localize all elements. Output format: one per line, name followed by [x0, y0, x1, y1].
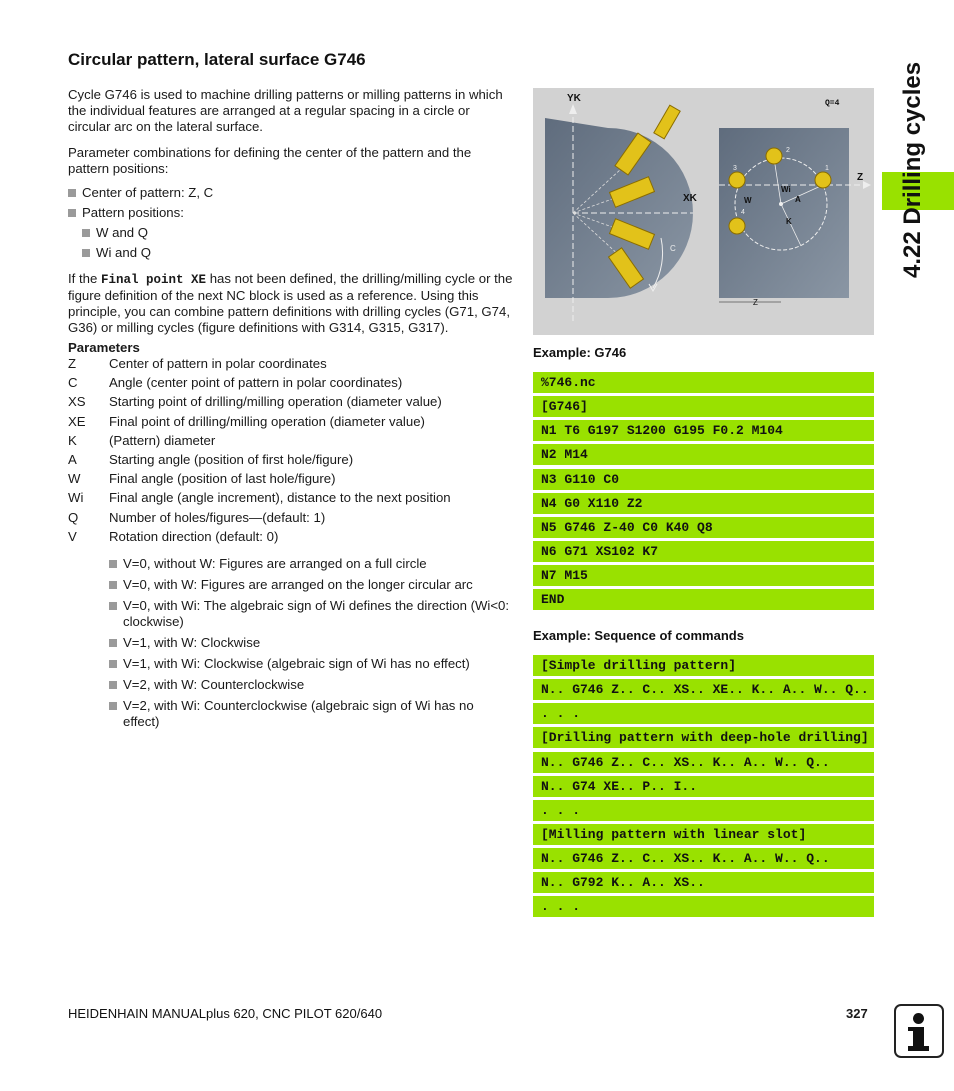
- bullet-square-icon: [109, 660, 117, 668]
- final-point-code: Final point XE: [101, 273, 207, 287]
- parameter-key: K: [68, 432, 77, 448]
- code-line: N.. G746 Z.. C.. XS.. K.. A.. W.. Q..: [533, 848, 874, 869]
- bullet-square-icon: [68, 189, 76, 197]
- label-q: Q=4: [825, 99, 840, 108]
- bullet-center: Center of pattern: Z, C: [68, 185, 513, 201]
- parameter-description: Rotation direction (default: 0): [109, 528, 279, 544]
- code-line: . . .: [533, 800, 874, 821]
- rotation-option-item: V=2, with Wi: Counterclockwise (algebraic sign of Wi has no effect): [109, 698, 513, 730]
- code-line: [G746]: [533, 396, 874, 417]
- rotation-option-item: V=0, with Wi: The algebraic sign of Wi defines the direction (Wi<0: clockwise): [109, 598, 513, 630]
- label-c: C: [670, 244, 676, 253]
- rotation-option-item: V=1, with W: Clockwise: [109, 635, 513, 651]
- parameters-heading: Parameters: [68, 340, 140, 355]
- bullet-square-icon: [82, 249, 90, 257]
- tool-icon: [654, 105, 680, 139]
- rotation-options-list: [109, 556, 513, 730]
- parameter-description: Starting point of drilling/milling operation (diameter value): [109, 394, 442, 410]
- label-yk: YK: [567, 93, 581, 104]
- hole-4: [729, 218, 745, 234]
- rotation-option-item: V=0, without W: Figures are arranged on a full circle: [109, 556, 513, 572]
- bullet-square-icon: [109, 681, 117, 689]
- hole-1: [815, 172, 831, 188]
- code-line: N.. G792 K.. A.. XS..: [533, 872, 874, 893]
- parameter-key: C: [68, 375, 78, 391]
- bullet-square-icon: [109, 581, 117, 589]
- parameter-key: V: [68, 528, 77, 544]
- parameter-key: Wi: [68, 490, 84, 506]
- label-wi: Wi: [781, 185, 791, 194]
- parameter-row: [68, 433, 513, 452]
- parameter-description: Center of pattern in polar coordinates: [109, 356, 327, 371]
- page-number: 327: [846, 1006, 868, 1021]
- intro-paragraph: Cycle G746 is used to machine drilling patterns or milling patterns in which the individual features are arranged at a regular spacing in a circle or circular arc on the lateral surface.: [68, 87, 503, 134]
- parameter-list: [68, 356, 513, 548]
- bullet-square-icon: [109, 639, 117, 647]
- example-code-g746: [533, 372, 874, 613]
- parameter-row: [68, 414, 513, 433]
- bullet-w-and-q: W and Q: [82, 225, 513, 241]
- code-line: [Simple drilling pattern]: [533, 655, 874, 676]
- lateral-surface-view: [719, 128, 849, 298]
- parameter-key: W: [68, 471, 81, 487]
- parameter-description: Number of holes/figures—(default: 1): [109, 509, 326, 525]
- label-a: A: [795, 195, 801, 204]
- parameter-description: Angle (center point of pattern in polar coordinates): [109, 375, 403, 391]
- svg-text:2: 2: [786, 147, 790, 154]
- parameter-description: Final point of drilling/milling operation (diameter value): [109, 413, 425, 429]
- parameter-description: Starting angle (position of first hole/figure): [109, 451, 354, 467]
- parameter-row: [68, 452, 513, 471]
- side-tab-label: 4.22 Drilling cycles: [899, 61, 926, 278]
- code-line: N.. G74 XE.. P.. I..: [533, 776, 874, 797]
- pattern-illustration: [533, 88, 874, 335]
- rotation-option-item: V=2, with W: Counterclockwise: [109, 677, 513, 693]
- code-line: N.. G746 Z.. C.. XS.. K.. A.. W.. Q..: [533, 752, 874, 773]
- code-line: [Drilling pattern with deep-hole drilling]: [533, 727, 874, 748]
- rotation-option-item: V=0, with W: Figures are arranged on the longer circular arc: [109, 577, 513, 593]
- label-xk: XK: [683, 193, 697, 204]
- final-point-paragraph: If the Final point XE has not been defined, the drilling/milling cycle or the figure definition of the next NC block is used as a reference. Using this principle, you can combine pattern definitions with drilling cycles (G71, G74, G36) or milling cycles (figure definitions with G314, G315, G317).: [68, 271, 513, 335]
- rotation-option-item: V=1, with Wi: Clockwise (algebraic sign of Wi has no effect): [109, 656, 513, 672]
- hole-2: [766, 148, 782, 164]
- label-z-dimension: Z: [753, 298, 758, 307]
- bullet-square-icon: [82, 229, 90, 237]
- sequence-caption: Example: Sequence of commands: [533, 628, 744, 643]
- arrow-right-icon: [863, 181, 871, 189]
- parameter-row: [68, 529, 513, 548]
- parameter-row: [68, 394, 513, 413]
- svg-text:3: 3: [733, 165, 737, 172]
- parameter-row: [68, 471, 513, 490]
- parameter-row: [68, 510, 513, 529]
- example-caption: Example: G746: [533, 345, 627, 360]
- label-k: K: [786, 217, 792, 226]
- parameter-row: [68, 375, 513, 394]
- code-line: N2 M14: [533, 444, 874, 465]
- bullet-positions: Pattern positions:: [68, 205, 513, 221]
- svg-text:4: 4: [741, 209, 745, 216]
- parameter-row: [68, 356, 513, 375]
- bullet-square-icon: [109, 560, 117, 568]
- hole-3: [729, 172, 745, 188]
- code-line: N4 G0 X110 Z2: [533, 493, 874, 514]
- bullet-square-icon: [68, 209, 76, 217]
- bullet-square-icon: [109, 702, 117, 710]
- pattern-center: [779, 202, 783, 206]
- main-text: [68, 87, 513, 735]
- svg-text:1: 1: [825, 165, 829, 172]
- code-line: END: [533, 589, 874, 610]
- code-line: N6 G71 XS102 K7: [533, 541, 874, 562]
- code-line: N5 G746 Z-40 C0 K40 Q8: [533, 517, 874, 538]
- code-line: [Milling pattern with linear slot]: [533, 824, 874, 845]
- code-line: N.. G746 Z.. C.. XS.. XE.. K.. A.. W.. Q..: [533, 679, 874, 700]
- info-icon: [894, 1004, 944, 1058]
- combinations-paragraph: Parameter combinations for defining the center of the pattern and the pattern positions:: [68, 145, 472, 176]
- bullet-wi-and-q: Wi and Q: [82, 245, 513, 261]
- parameter-key: XS: [68, 394, 86, 410]
- parameter-description: (Pattern) diameter: [109, 432, 216, 448]
- parameter-key: A: [68, 451, 77, 467]
- parameter-key: Z: [68, 356, 77, 371]
- footer-text: HEIDENHAIN MANUALplus 620, CNC PILOT 620/640: [68, 1006, 383, 1021]
- label-w: W: [744, 196, 752, 205]
- sequence-code: [533, 655, 874, 921]
- parameter-row: [68, 490, 513, 509]
- parameter-key: Q: [68, 509, 79, 525]
- parameter-key: XE: [68, 413, 86, 429]
- page-title: Circular pattern, lateral surface G746: [68, 50, 366, 69]
- code-line: %746.nc: [533, 372, 874, 393]
- code-line: N7 M15: [533, 565, 874, 586]
- code-line: . . .: [533, 703, 874, 724]
- code-line: . . .: [533, 896, 874, 917]
- illustration-svg: [533, 88, 874, 335]
- code-line: N1 T6 G197 S1200 G195 F0.2 M104: [533, 420, 874, 441]
- bullet-square-icon: [109, 602, 117, 610]
- parameter-description: Final angle (position of last hole/figure): [109, 471, 336, 487]
- code-line: N3 G110 C0: [533, 469, 874, 490]
- parameter-description: Final angle (angle increment), distance to the next position: [109, 490, 451, 506]
- arrow-up-icon: [569, 104, 577, 114]
- label-z: Z: [857, 172, 864, 183]
